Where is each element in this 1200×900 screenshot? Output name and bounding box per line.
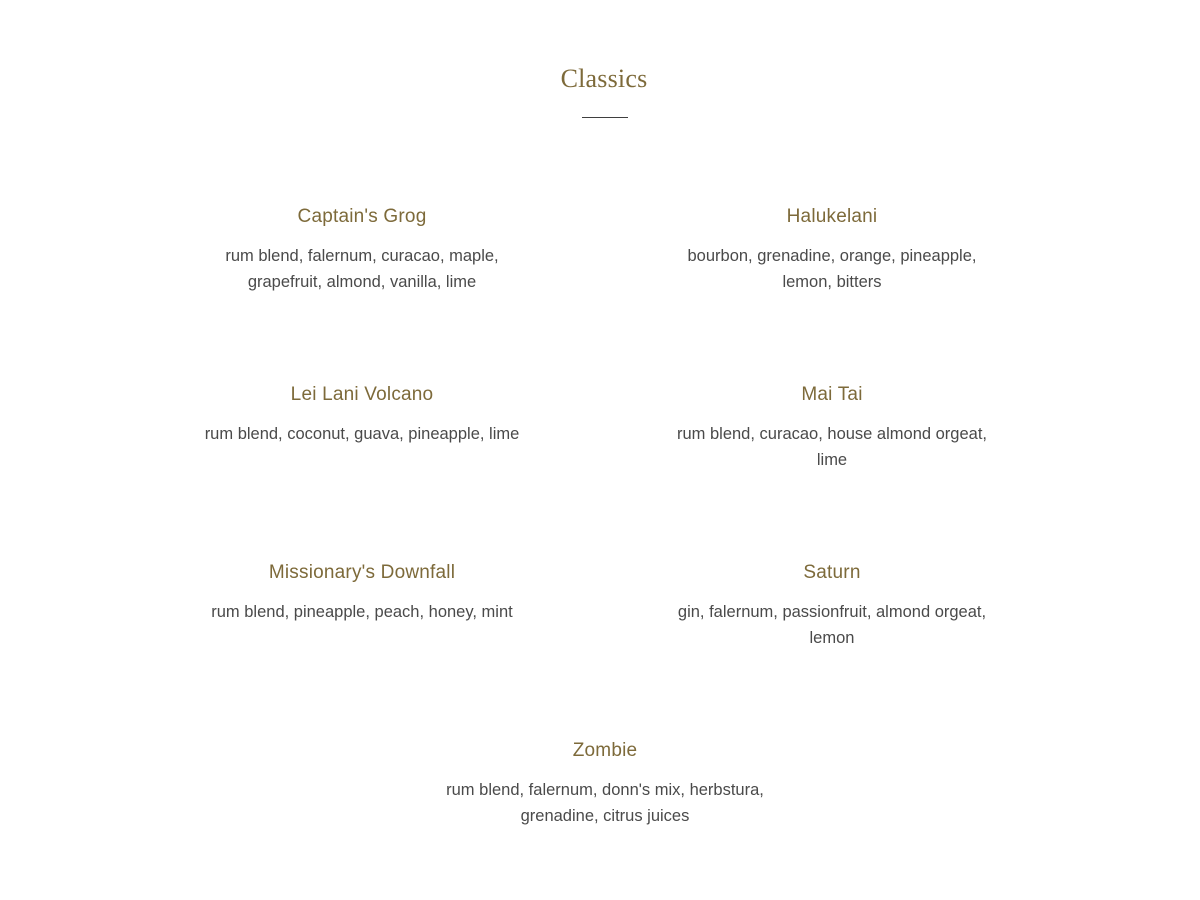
menu-item — [405, 739, 805, 829]
section-title: Classics — [560, 64, 648, 93]
menu-item-description: rum blend, curacao, house almond orgeat, lime — [676, 425, 988, 469]
menu-item — [162, 205, 562, 295]
menu-item-name: Missionary's Downfall — [268, 562, 456, 583]
menu-item-description: rum blend, falernum, donn's mix, herbstura, grenadine, citrus juices — [446, 781, 764, 825]
menu-item — [632, 383, 1032, 473]
title-divider — [582, 117, 628, 118]
menu-item-name: Captain's Grog — [297, 206, 427, 227]
menu-item — [162, 561, 562, 625]
menu-item-name: Zombie — [572, 740, 638, 761]
menu-item-description: rum blend, pineapple, peach, honey, mint — [211, 603, 513, 621]
menu-item-name: Saturn — [803, 562, 861, 583]
menu-item-description: rum blend, coconut, guava, pineapple, lime — [204, 425, 520, 443]
menu-item-description: gin, falernum, passionfruit, almond orgeat, lemon — [677, 603, 987, 647]
menu-item-description: rum blend, falernum, curacao, maple, grapefruit, almond, vanilla, lime — [225, 247, 499, 291]
menu-item-description: bourbon, grenadine, orange, pineapple, lemon, bitters — [687, 247, 977, 291]
menu-item-name: Halukelani — [786, 206, 878, 227]
menu-item — [162, 383, 562, 447]
menu-item-name: Lei Lani Volcano — [290, 384, 434, 405]
menu-item-name: Mai Tai — [801, 384, 863, 405]
menu-item — [632, 205, 1032, 295]
menu-item — [632, 561, 1032, 651]
